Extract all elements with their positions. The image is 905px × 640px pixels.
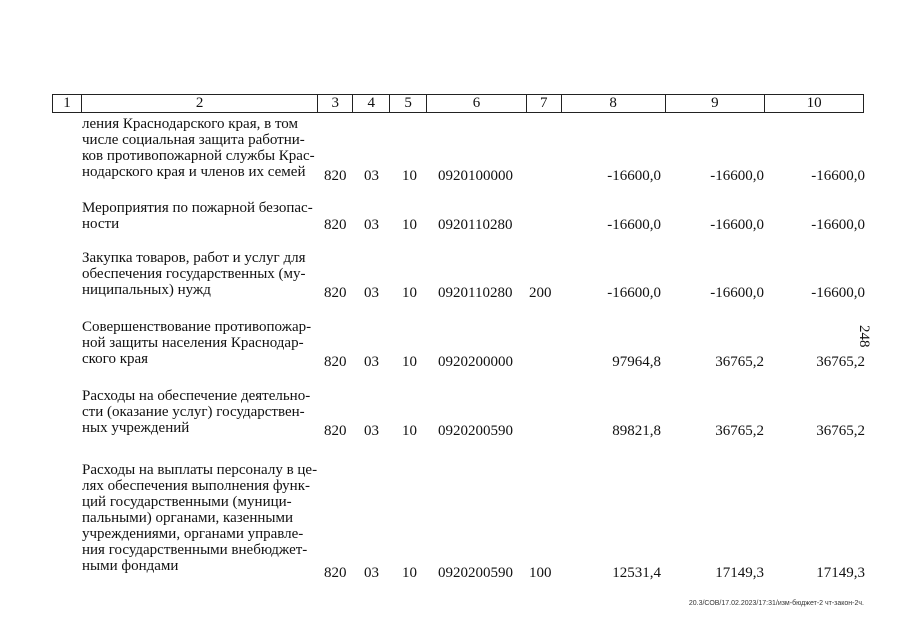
cell-col9: -16600,0 [710,217,764,233]
cell-col3: 820 [324,168,347,184]
cell-col10: 36765,2 [816,354,865,370]
cell-col6: 0920110280 [438,285,513,301]
cell-col5: 10 [402,168,417,184]
cell-col9: 17149,3 [715,565,764,581]
cell-col5: 10 [402,565,417,581]
row-description: ления Краснодарского края, в том числе социальная защита работни- ков противопожарной службы Крас- нодарского края и членов их семей [82,116,315,180]
cell-col8: -16600,0 [607,168,661,184]
cell-col9: 36765,2 [715,423,764,439]
cell-col6: 0920100000 [438,168,513,184]
header-col-7: 7 [527,95,562,112]
cell-col5: 10 [402,285,417,301]
header-col-1: 1 [53,95,82,112]
cell-col3: 820 [324,285,347,301]
row-description: Мероприятия по пожарной безопас- ности [82,200,313,232]
table-header [52,94,864,113]
header-col-10: 10 [806,95,822,111]
cell-col7: 100 [529,565,552,581]
document-footer: 20.3/СОВ/17.02.2023/17:31/изм-бюджет-2 чт-закон-2ч. [688,600,864,607]
cell-col9: 36765,2 [715,354,764,370]
row-description: Расходы на выплаты персоналу в це- лях обеспечения выполнения функ- ций государственными (муници- пальными) органами, казенными учреждениями, органами управле- ния государственными внебюджет- ными фондами [82,462,318,574]
header-col-3: 3 [318,95,353,112]
cell-col4: 03 [364,354,379,370]
cell-col3: 820 [324,354,347,370]
cell-col6: 0920200000 [438,354,513,370]
cell-col6: 0920110280 [438,217,513,233]
cell-col4: 03 [364,168,379,184]
cell-col3: 820 [324,217,347,233]
cell-col6: 0920200590 [438,565,513,581]
cell-col8: -16600,0 [607,217,661,233]
cell-col4: 03 [364,285,379,301]
cell-col5: 10 [402,423,417,439]
cell-col4: 03 [364,217,379,233]
cell-col10: -16600,0 [811,217,865,233]
row-description: Закупка товаров, работ и услуг для обеспечения государственных (му- ниципальных) нужд [82,250,306,298]
cell-col8: -16600,0 [607,285,661,301]
cell-col10: -16600,0 [811,168,865,184]
cell-col4: 03 [364,423,379,439]
row-description: Совершенствование противопожар- ной защиты населения Краснодар- ского края [82,319,312,367]
header-col-8: 8 [562,95,666,112]
row-description: Расходы на обеспечение деятельно- сти (оказание услуг) государствен- ных учреждений [82,388,311,436]
header-col-2: 2 [82,95,318,112]
cell-col10: 36765,2 [816,423,865,439]
header-col-5: 5 [390,95,427,112]
cell-col8: 97964,8 [612,354,661,370]
cell-col10: 17149,3 [816,565,865,581]
cell-col3: 820 [324,423,347,439]
cell-col4: 03 [364,565,379,581]
cell-col7: 200 [529,285,552,301]
cell-col10: -16600,0 [811,285,865,301]
cell-col5: 10 [402,217,417,233]
page-number: 248 [856,325,872,348]
header-col-6: 6 [427,95,527,112]
cell-col6: 0920200590 [438,423,513,439]
cell-col3: 820 [324,565,347,581]
cell-col9: -16600,0 [710,285,764,301]
header-col-4: 4 [353,95,390,112]
cell-col5: 10 [402,354,417,370]
cell-col8: 89821,8 [612,423,661,439]
cell-col8: 12531,4 [612,565,661,581]
header-col-9: 9 [666,95,766,112]
cell-col9: -16600,0 [710,168,764,184]
